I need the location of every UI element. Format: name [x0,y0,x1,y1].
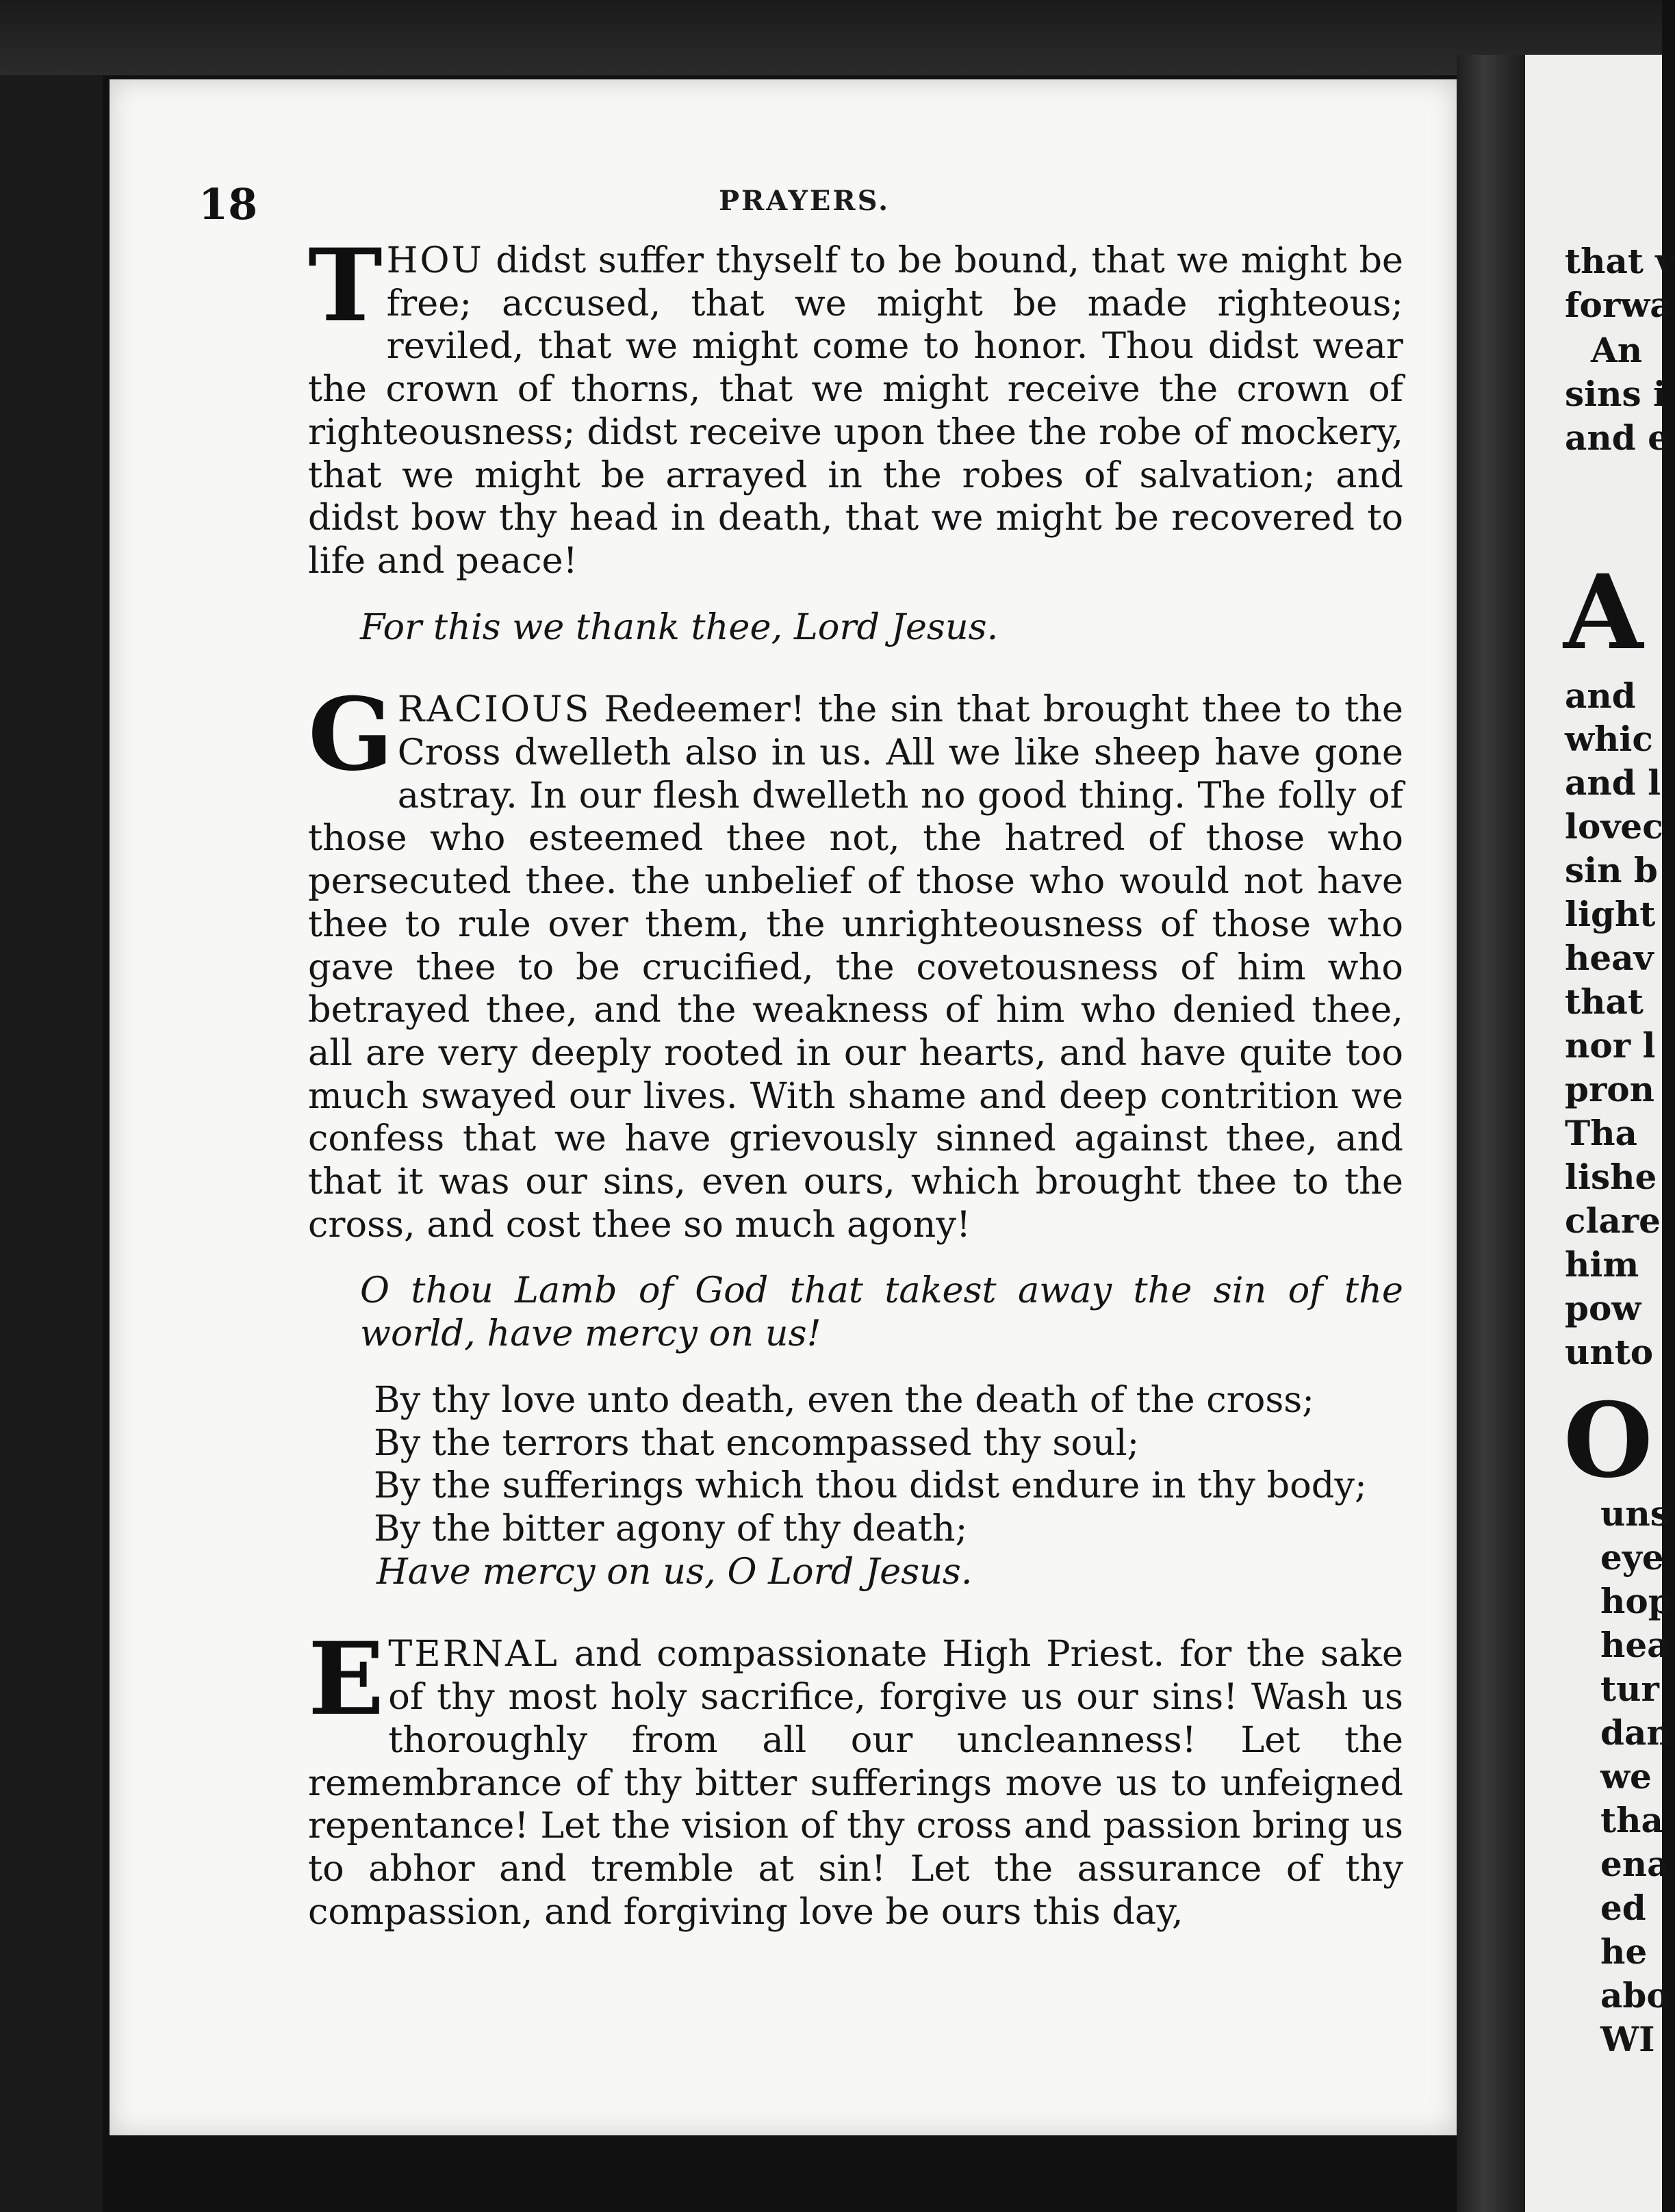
facing-text-fragment: and e [1565,417,1670,458]
facing-text-fragment: nor l [1565,1025,1656,1066]
facing-text-fragment: An [1591,330,1643,370]
page-number: 18 [199,179,258,229]
drop-cap-g: G [308,676,394,794]
scan-top-border [0,0,1662,75]
facing-page-edge [1525,55,1675,2212]
facing-text-fragment: and [1565,676,1636,716]
facing-text-fragment: WI [1600,2019,1655,2059]
facing-text-fragment: sins i [1565,374,1667,414]
facing-text-fragment: ena [1600,1844,1670,1884]
facing-text-fragment: lovec [1565,806,1663,847]
paragraph-lead-word: TERNAL [388,1633,559,1675]
facing-text-fragment: whic [1565,719,1653,759]
page-body [308,227,1403,1933]
facing-text-fragment: sin b [1565,850,1658,890]
page-header [199,179,1410,234]
paragraph-text: didst suffer thyself to be bound, that we might be free; accused, that we might be made righteous; reviled, that we might come to honor. Thou didst wear the crown of thorns, that we might receive the crown of righteousness; didst receive upon thee the robe of mockery, that we might be arrayed in the robes of salvation; and didst bow thy head in death, that we might be recovered to life and peace! [308,240,1403,582]
facing-text-fragment: uns [1600,1493,1670,1534]
paragraph-lead-word: HOU [386,240,484,281]
facing-text-fragment: hea [1600,1625,1670,1665]
facing-text-fragment: hop [1600,1581,1672,1621]
litany-line: By the terrors that encompassed thy soul; [374,1422,1140,1464]
running-title: PRAYERS. [718,185,891,217]
facing-text-fragment: him [1565,1244,1639,1285]
facing-text-fragment: he [1600,1931,1648,1972]
facing-text-fragment: light [1565,894,1656,934]
facing-text-fragment: heav [1565,938,1654,978]
litany-line: By thy love unto death, even the death of the cross; [374,1378,1314,1421]
facing-text-fragment: unto [1565,1332,1654,1372]
facing-text-fragment: pow [1565,1288,1641,1328]
litany-line: By the bitter agony of thy death; [374,1507,968,1549]
facing-text-fragment: abo [1600,1975,1670,2016]
facing-text-fragment: clare [1565,1200,1661,1241]
litany-line: By the sufferings which thou didst endure in thy body; [374,1465,1367,1507]
facing-text-fragment: dan [1600,1712,1672,1753]
facing-text-fragment: that v [1565,241,1675,281]
paragraph-text: Redeemer! the sin that brought thee to the Cross dwelleth also in us. All we like sheep have gone astray. In our flesh dwelleth no good thing. The folly of those who esteemed thee not, the hatred of those who persecuted thee. the unbelief of those who would not have thee to rule over them, the unrighteousness of those who gave thee to be crucified, the covetousness of him who betrayed thee, and the weakness of him who denied thee, all are very deeply rooted in our hearts, and have quite too much swayed our lives. With shame and deep contrition we confess that we have grievously sinned against thee, and that it was our sins, even ours, which brought thee to the cross, and cost thee so much agony! [308,689,1403,1246]
book-gutter [1457,55,1525,2212]
facing-text-fragment: lishe [1565,1157,1657,1197]
facing-drop-cap: A [1563,552,1644,673]
drop-cap-t: T [308,227,383,344]
facing-text-fragment: tur [1600,1669,1659,1709]
litany-response: Have mercy on us, O Lord Jesus. [376,1550,973,1593]
drop-cap-e: E [308,1621,385,1738]
paragraph-thou-didst [308,227,1403,583]
facing-text-fragment: we [1600,1756,1652,1797]
facing-text-fragment: ed [1600,1888,1646,1928]
paragraph-lead-word: RACIOUS [397,689,591,731]
scan-left-border [0,0,103,2212]
facing-text-fragment: Tha [1565,1113,1637,1153]
facing-text-fragment: pron [1565,1069,1655,1109]
response-thanks: For this we thank thee, Lord Jesus. [360,606,999,648]
facing-text-fragment: eye [1600,1537,1664,1578]
facing-drop-cap: O [1563,1380,1653,1501]
facing-text-fragment: that [1565,981,1644,1022]
facing-text-fragment: tha [1600,1800,1663,1840]
paragraph-gracious-redeemer [308,676,1403,1246]
litany-block [308,1379,1403,1594]
facing-text-fragment: and l [1565,762,1661,803]
paragraph-eternal [308,1621,1403,1933]
response-lamb-of-god: O thou Lamb of God that takest away the sin of the world, have mercy on us! [360,1270,1403,1355]
facing-text-fragment: forwa [1565,285,1672,325]
paragraph-text: and compassionate High Priest. for the sake of thy most holy sacrifice, forgive us our sins! Wash us thoroughly from all our uncleanness! Let the remembrance of thy bitter sufferings move us to unfeigned repentance! Let the vision of thy cross and passion bring us to abhor and tremble at sin! Let the assurance of thy compassion, and forgiving love be ours this day, [308,1633,1403,1933]
